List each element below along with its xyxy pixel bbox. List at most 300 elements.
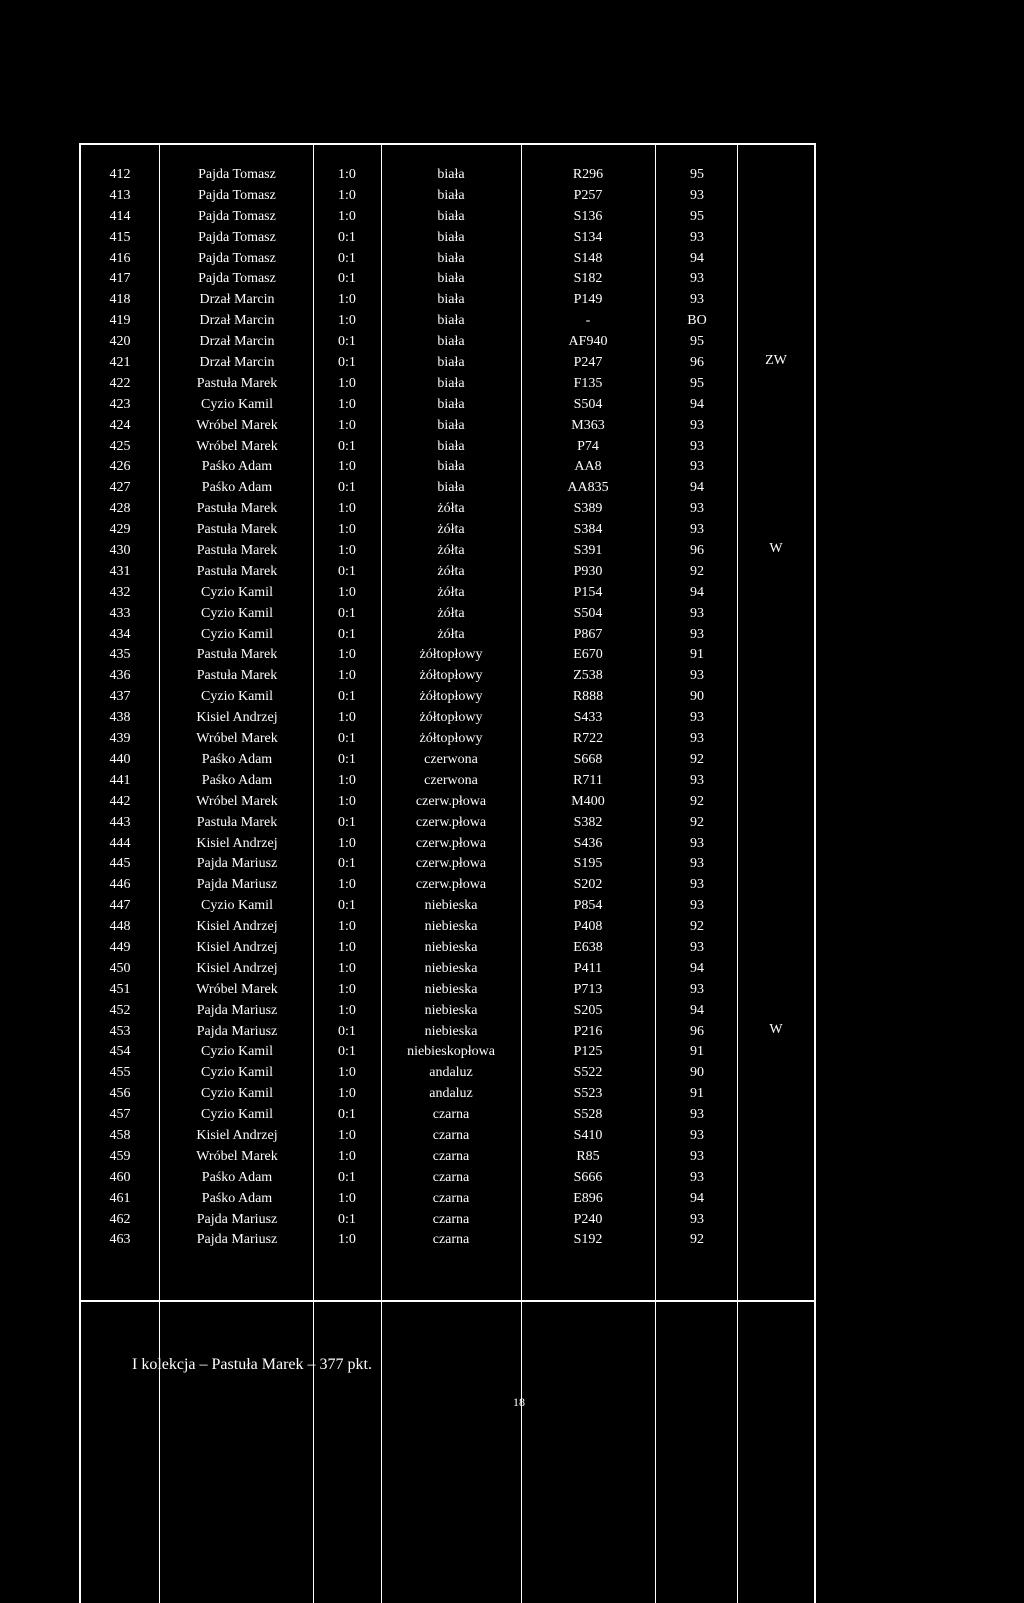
score-cell: 93 (690, 187, 704, 203)
result-cell: 1:0 (338, 1086, 356, 1102)
row-number-cell: 419 (109, 313, 131, 329)
table-row (81, 875, 814, 896)
ring-number-cell: P867 (573, 626, 603, 642)
fancier-name-cell: Pastuła Marek (196, 522, 278, 538)
result-cell: 1:0 (338, 167, 356, 182)
ring-number-cell: S136 (573, 208, 603, 224)
score-cell: 93 (690, 605, 704, 621)
result-cell: 1:0 (338, 501, 356, 517)
row-number-cell: 425 (109, 438, 131, 454)
ring-number-cell: E670 (573, 647, 603, 663)
fancier-name-cell: Cyzio Kamil (201, 1044, 273, 1060)
table-row (81, 290, 814, 311)
row-number-cell: 420 (109, 334, 131, 350)
row-number-cell: 462 (109, 1211, 131, 1227)
ring-number-cell: AF940 (568, 334, 608, 350)
table-row (81, 1168, 814, 1189)
result-cell: 1:0 (338, 919, 356, 935)
table-row (81, 604, 814, 625)
table-row (81, 834, 814, 855)
result-cell: 0:1 (338, 271, 356, 287)
bird-color-cell: żółtopłowy (419, 710, 483, 726)
row-number-cell: 414 (109, 208, 131, 224)
ring-number-cell: S522 (573, 1065, 603, 1081)
table-row (81, 771, 814, 792)
group-label: ZW (765, 353, 787, 369)
fancier-name-cell: Pastuła Marek (196, 375, 278, 391)
bird-color-cell: żółta (437, 605, 465, 621)
table-row (81, 854, 814, 875)
score-cell: 93 (690, 626, 704, 642)
row-number-cell: 457 (109, 1107, 131, 1123)
row-number-cell: 460 (109, 1169, 131, 1185)
bird-color-cell: czerw.płowa (415, 793, 487, 809)
result-cell: 0:1 (338, 751, 356, 767)
row-number-cell: 429 (109, 522, 131, 538)
table-row (81, 583, 814, 604)
result-cell: 1:0 (338, 208, 356, 224)
table-row (81, 959, 814, 980)
fancier-name-cell: Pastuła Marek (196, 647, 278, 663)
score-cell: 95 (690, 167, 704, 182)
result-cell: 1:0 (338, 1065, 356, 1081)
ring-number-cell: E896 (573, 1190, 603, 1206)
table-body (81, 165, 814, 1251)
fancier-name-cell: Pajda Tomasz (198, 187, 276, 203)
row-number-cell: 443 (109, 814, 131, 830)
bird-color-cell: czarna (432, 1211, 470, 1227)
result-cell: 1:0 (338, 522, 356, 538)
table-row (81, 1230, 814, 1251)
row-number-cell: 455 (109, 1065, 131, 1081)
table-row (81, 938, 814, 959)
bird-color-cell: żółtopłowy (419, 731, 483, 747)
fancier-name-cell: Kisiel Andrzej (196, 710, 278, 726)
table-row (81, 625, 814, 646)
score-cell: 93 (690, 939, 704, 955)
row-number-cell: 417 (109, 271, 131, 287)
score-cell: 93 (690, 522, 704, 538)
result-cell: 0:1 (338, 229, 356, 245)
score-cell: 93 (690, 1107, 704, 1123)
bird-color-cell: czerw.płowa (415, 877, 487, 893)
score-cell: 96 (690, 355, 704, 371)
fancier-name-cell: Paśko Adam (201, 459, 273, 475)
row-number-cell: 428 (109, 501, 131, 517)
table-row (81, 269, 814, 290)
score-cell: BO (687, 313, 707, 329)
score-cell: 91 (690, 1086, 704, 1102)
result-cell: 1:0 (338, 417, 356, 433)
result-cell: 1:0 (338, 1232, 356, 1248)
group-label: W (769, 541, 783, 557)
ring-number-cell: S382 (573, 814, 603, 830)
result-cell: 1:0 (338, 459, 356, 475)
bird-color-cell: biała (437, 417, 465, 433)
score-cell: 93 (690, 710, 704, 726)
score-cell: 93 (690, 459, 704, 475)
ring-number-cell: S528 (573, 1107, 603, 1123)
table-row (81, 186, 814, 207)
table-row (81, 374, 814, 395)
row-number-cell: 448 (109, 919, 131, 935)
ring-number-cell: E638 (573, 939, 603, 955)
fancier-name-cell: Drzał Marcin (199, 334, 275, 350)
score-cell: 93 (690, 772, 704, 788)
fancier-name-cell: Kisiel Andrzej (196, 919, 278, 935)
table-row (81, 1189, 814, 1210)
table-row (81, 395, 814, 416)
row-number-cell: 432 (109, 584, 131, 600)
score-cell: 93 (690, 835, 704, 851)
ring-number-cell: S666 (573, 1169, 603, 1185)
fancier-name-cell: Cyzio Kamil (201, 626, 273, 642)
row-number-cell: 450 (109, 960, 131, 976)
footer-collection-summary: I kolekcja – Pastuła Marek – 377 pkt. (132, 1356, 372, 1373)
result-cell: 1:0 (338, 793, 356, 809)
row-number-cell: 456 (109, 1086, 131, 1102)
row-number-cell: 439 (109, 731, 131, 747)
table-row (81, 750, 814, 771)
row-number-cell: 434 (109, 626, 131, 642)
ring-number-cell: R85 (576, 1148, 600, 1164)
ring-number-cell: P247 (573, 355, 603, 371)
fancier-name-cell: Paśko Adam (201, 1169, 273, 1185)
ring-number-cell: P854 (573, 898, 603, 914)
bird-color-cell: biała (437, 355, 465, 371)
ring-number-cell: AA8 (574, 459, 602, 475)
bird-color-cell: niebieska (424, 939, 478, 955)
ring-number-cell: S668 (573, 751, 603, 767)
fancier-name-cell: Wróbel Marek (196, 438, 278, 454)
bird-color-cell: żółtopłowy (419, 689, 483, 705)
table-bottom-border (79, 1300, 816, 1302)
result-cell: 1:0 (338, 187, 356, 203)
row-number-cell: 440 (109, 751, 131, 767)
fancier-name-cell: Pajda Tomasz (198, 208, 276, 224)
result-cell: 0:1 (338, 480, 356, 496)
fancier-name-cell: Wróbel Marek (196, 793, 278, 809)
result-cell: 1:0 (338, 1127, 356, 1143)
fancier-name-cell: Cyzio Kamil (201, 605, 273, 621)
result-cell: 1:0 (338, 313, 356, 329)
result-cell: 0:1 (338, 898, 356, 914)
bird-color-cell: niebieska (424, 898, 478, 914)
result-cell: 0:1 (338, 355, 356, 371)
ring-number-cell: S202 (573, 877, 603, 893)
table-row (81, 792, 814, 813)
row-number-cell: 426 (109, 459, 131, 475)
result-cell: 1:0 (338, 877, 356, 893)
group-label: W (769, 1021, 783, 1037)
ring-number-cell: P149 (573, 292, 603, 308)
table-row (81, 687, 814, 708)
bird-color-cell: niebieska (424, 981, 478, 997)
score-cell: 93 (690, 668, 704, 684)
row-number-cell: 430 (109, 543, 131, 559)
score-cell: 94 (690, 584, 704, 600)
ring-number-cell: R888 (572, 689, 604, 705)
bird-color-cell: niebieska (424, 1002, 478, 1018)
ring-number-cell: P930 (573, 563, 603, 579)
fancier-name-cell: Paśko Adam (201, 1190, 273, 1206)
fancier-name-cell: Pajda Mariusz (196, 856, 278, 872)
ring-number-cell: P240 (573, 1211, 603, 1227)
ring-number-cell: M363 (571, 417, 605, 433)
ring-number-cell: P411 (573, 960, 603, 976)
ring-number-cell: F135 (573, 375, 603, 391)
row-number-cell: 442 (109, 793, 131, 809)
fancier-name-cell: Pastuła Marek (196, 501, 278, 517)
fancier-name-cell: Kisiel Andrzej (196, 960, 278, 976)
table-row (81, 437, 814, 458)
result-cell: 1:0 (338, 292, 356, 308)
row-number-cell: 458 (109, 1127, 131, 1143)
result-cell: 0:1 (338, 856, 356, 872)
result-cell: 1:0 (338, 960, 356, 976)
bird-color-cell: czerwona (424, 751, 478, 767)
ring-number-cell: P74 (577, 438, 599, 454)
bird-color-cell: andaluz (429, 1065, 473, 1081)
result-cell: 1:0 (338, 835, 356, 851)
table-row (81, 1084, 814, 1105)
score-cell: 94 (690, 396, 704, 412)
result-cell: 0:1 (338, 605, 356, 621)
table-row (81, 896, 814, 917)
row-number-cell: 422 (109, 375, 131, 391)
ring-number-cell: S523 (573, 1086, 603, 1102)
score-cell: 95 (690, 375, 704, 391)
bird-color-cell: biała (437, 292, 465, 308)
bird-color-cell: czarna (432, 1107, 470, 1123)
fancier-name-cell: Paśko Adam (201, 480, 273, 496)
row-number-cell: 459 (109, 1148, 131, 1164)
table-row (81, 1210, 814, 1231)
table-row (81, 1147, 814, 1168)
result-cell: 1:0 (338, 981, 356, 997)
score-cell: 94 (690, 960, 704, 976)
score-cell: 93 (690, 271, 704, 287)
bird-color-cell: czarna (432, 1148, 470, 1164)
fancier-name-cell: Pajda Mariusz (196, 1023, 278, 1039)
score-cell: 91 (690, 647, 704, 663)
bird-color-cell: żółtopłowy (419, 647, 483, 663)
result-cell: 0:1 (338, 731, 356, 747)
score-cell: 93 (690, 1211, 704, 1227)
fancier-name-cell: Drzał Marcin (199, 292, 275, 308)
bird-color-cell: biała (437, 167, 465, 182)
fancier-name-cell: Pajda Mariusz (196, 1232, 278, 1248)
bird-color-cell: biała (437, 459, 465, 475)
score-cell: 92 (690, 919, 704, 935)
bird-color-cell: andaluz (429, 1086, 473, 1102)
bird-color-cell: czarna (432, 1127, 470, 1143)
row-number-cell: 461 (109, 1190, 131, 1206)
table-row (81, 917, 814, 938)
row-number-cell: 433 (109, 605, 131, 621)
table-row (81, 332, 814, 353)
score-cell: 96 (690, 543, 704, 559)
row-number-cell: 416 (109, 250, 131, 266)
fancier-name-cell: Wróbel Marek (196, 1148, 278, 1164)
score-cell: 93 (690, 981, 704, 997)
row-number-cell: 436 (109, 668, 131, 684)
row-number-cell: 413 (109, 187, 131, 203)
row-number-cell: 453 (109, 1023, 131, 1039)
table-row (81, 1063, 814, 1084)
table-row (81, 478, 814, 499)
result-cell: 0:1 (338, 438, 356, 454)
ring-number-cell: P125 (573, 1044, 603, 1060)
row-number-cell: 444 (109, 835, 131, 851)
bird-color-cell: biała (437, 250, 465, 266)
row-number-cell: 463 (109, 1232, 131, 1248)
table-row (81, 666, 814, 687)
score-cell: 92 (690, 563, 704, 579)
page-number: 18 (513, 1395, 525, 1409)
row-number-cell: 441 (109, 772, 131, 788)
ring-number-cell: S410 (573, 1127, 603, 1143)
table-row (81, 562, 814, 583)
fancier-name-cell: Wróbel Marek (196, 417, 278, 433)
fancier-name-cell: Drzał Marcin (199, 313, 275, 329)
row-number-cell: 454 (109, 1044, 131, 1060)
table-row (81, 980, 814, 1001)
row-number-cell: 452 (109, 1002, 131, 1018)
score-cell: 91 (690, 1044, 704, 1060)
score-cell: 93 (690, 438, 704, 454)
score-cell: 92 (690, 793, 704, 809)
bird-color-cell: czerw.płowa (415, 814, 487, 830)
bird-color-cell: żółta (437, 522, 465, 538)
row-number-cell: 431 (109, 563, 131, 579)
bird-color-cell: czerw.płowa (415, 856, 487, 872)
result-cell: 1:0 (338, 543, 356, 559)
score-cell: 93 (690, 292, 704, 308)
table-row (81, 541, 814, 562)
table-row (81, 353, 814, 374)
ring-number-cell: P408 (573, 919, 603, 935)
result-cell: 0:1 (338, 1107, 356, 1123)
table-row (81, 207, 814, 228)
table-row (81, 520, 814, 541)
fancier-name-cell: Drzał Marcin (199, 355, 275, 371)
ring-number-cell: S205 (573, 1002, 603, 1018)
result-cell: 1:0 (338, 396, 356, 412)
fancier-name-cell: Cyzio Kamil (201, 1065, 273, 1081)
fancier-name-cell: Pajda Tomasz (198, 271, 276, 287)
table-row (81, 1001, 814, 1022)
fancier-name-cell: Cyzio Kamil (201, 689, 273, 705)
result-cell: 0:1 (338, 250, 356, 266)
ring-number-cell: AA835 (567, 480, 609, 496)
ring-number-cell: R711 (573, 772, 603, 788)
fancier-name-cell: Pajda Mariusz (196, 877, 278, 893)
ring-number-cell: P257 (573, 187, 603, 203)
fancier-name-cell: Pajda Tomasz (198, 229, 276, 245)
row-number-cell: 421 (109, 355, 131, 371)
score-cell: 93 (690, 1169, 704, 1185)
bird-color-cell: czarna (432, 1232, 470, 1248)
table-row (81, 708, 814, 729)
result-cell: 0:1 (338, 1023, 356, 1039)
result-cell: 0:1 (338, 689, 356, 705)
score-cell: 94 (690, 480, 704, 496)
score-cell: 90 (690, 689, 704, 705)
row-number-cell: 427 (109, 480, 131, 496)
fancier-name-cell: Pajda Mariusz (196, 1211, 278, 1227)
score-cell: 93 (690, 501, 704, 517)
bird-color-cell: biała (437, 438, 465, 454)
score-cell: 94 (690, 250, 704, 266)
result-cell: 1:0 (338, 668, 356, 684)
table-row (81, 499, 814, 520)
score-cell: 93 (690, 731, 704, 747)
ring-number-cell: - (585, 313, 591, 329)
fancier-name-cell: Cyzio Kamil (201, 396, 273, 412)
row-number-cell: 415 (109, 229, 131, 245)
fancier-name-cell: Wróbel Marek (196, 981, 278, 997)
fancier-name-cell: Cyzio Kamil (201, 898, 273, 914)
result-cell: 0:1 (338, 814, 356, 830)
table-row (81, 1022, 814, 1043)
result-cell: 1:0 (338, 375, 356, 391)
fancier-name-cell: Pastuła Marek (196, 668, 278, 684)
row-number-cell: 449 (109, 939, 131, 955)
result-cell: 1:0 (338, 1002, 356, 1018)
fancier-name-cell: Cyzio Kamil (201, 1107, 273, 1123)
ring-number-cell: M400 (571, 793, 605, 809)
ring-number-cell: S195 (573, 856, 603, 872)
row-number-cell: 437 (109, 689, 131, 705)
result-cell: 1:0 (338, 772, 356, 788)
fancier-name-cell: Wróbel Marek (196, 731, 278, 747)
ring-number-cell: R296 (572, 167, 604, 182)
ring-number-cell: P713 (573, 981, 603, 997)
bird-color-cell: biała (437, 480, 465, 496)
fancier-name-cell: Cyzio Kamil (201, 584, 273, 600)
bird-color-cell: żółta (437, 501, 465, 517)
result-cell: 1:0 (338, 1190, 356, 1206)
fancier-name-cell: Pastuła Marek (196, 814, 278, 830)
result-cell: 1:0 (338, 939, 356, 955)
bird-color-cell: biała (437, 229, 465, 245)
ring-number-cell: S148 (573, 250, 603, 266)
fancier-name-cell: Pajda Tomasz (198, 250, 276, 266)
score-cell: 94 (690, 1002, 704, 1018)
row-number-cell: 412 (109, 167, 131, 182)
score-cell: 93 (690, 229, 704, 245)
ring-number-cell: S504 (573, 605, 603, 621)
result-cell: 0:1 (338, 563, 356, 579)
ring-number-cell: S182 (573, 271, 603, 287)
row-number-cell: 447 (109, 898, 131, 914)
ring-number-cell: S389 (573, 501, 603, 517)
table-row (81, 1126, 814, 1147)
bird-color-cell: żółta (437, 584, 465, 600)
ring-number-cell: S436 (573, 835, 603, 851)
score-cell: 92 (690, 1232, 704, 1248)
score-cell: 93 (690, 856, 704, 872)
ring-number-cell: P216 (573, 1023, 603, 1039)
fancier-name-cell: Kisiel Andrzej (196, 1127, 278, 1143)
score-cell: 96 (690, 1023, 704, 1039)
bird-color-cell: biała (437, 208, 465, 224)
score-cell: 94 (690, 1190, 704, 1206)
row-number-cell: 451 (109, 981, 131, 997)
bird-color-cell: biała (437, 271, 465, 287)
bird-color-cell: żółta (437, 563, 465, 579)
